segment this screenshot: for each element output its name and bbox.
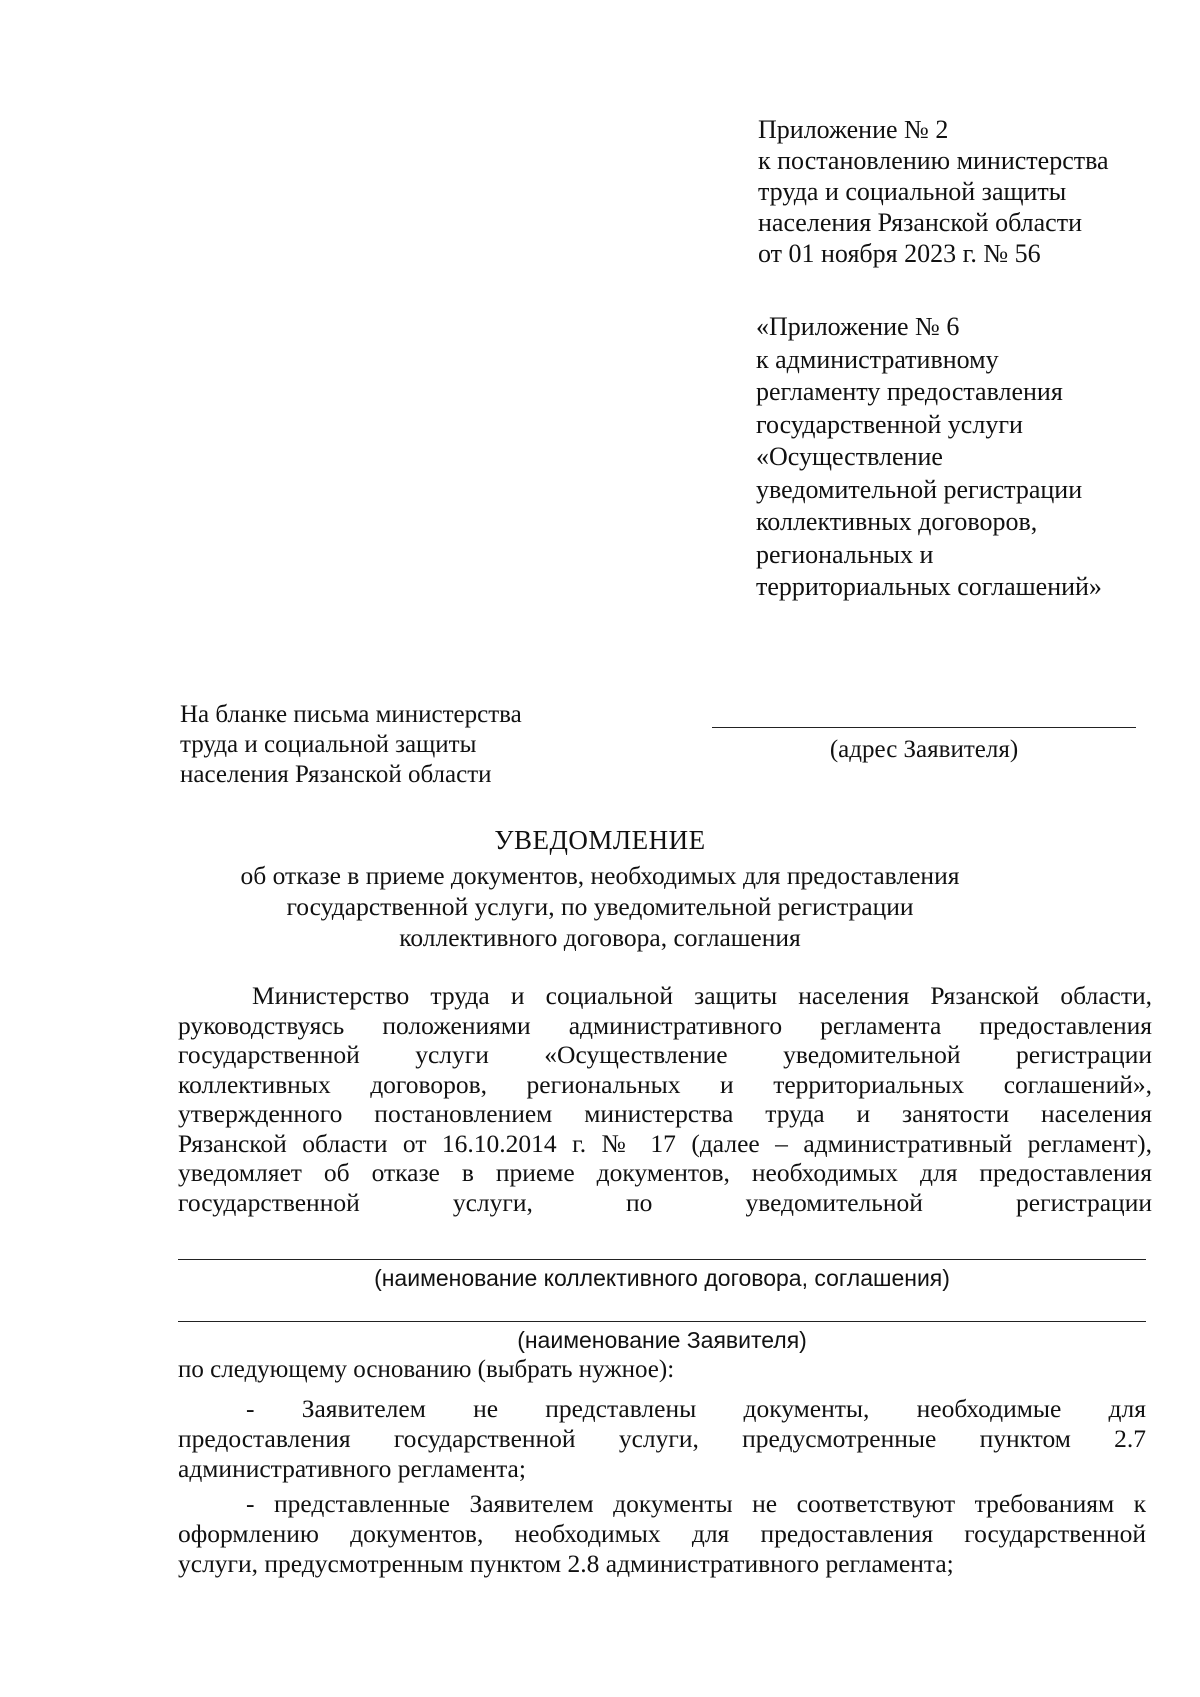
subtitle-line: государственной услуги, по уведомительной регистрации	[286, 892, 914, 921]
annex-line: от 01 ноября 2023 г. № 56	[758, 239, 1041, 268]
body-line: Рязанской области от 16.10.2014 г. № 17 (далее – административный регламент),	[178, 1128, 1152, 1158]
body-line: государственной услуги, по уведомительной регистрации	[178, 1187, 1152, 1217]
reason-line: оформлению документов, необходимых для предоставления государственной	[178, 1519, 1146, 1548]
body-line: утвержденного постановлением министерства труда и занятости населения	[178, 1099, 1152, 1128]
subtitle-line: коллективного договора, соглашения	[399, 923, 801, 952]
letterhead-line: населения Рязанской области	[180, 761, 492, 788]
agreement-name-field-line	[178, 1259, 1146, 1260]
reason-line: услуги, предусмотренным пунктом 2.8 административного регламента;	[178, 1549, 954, 1578]
reason-line: - Заявителем не представлены документы, необходимые для	[246, 1394, 1146, 1423]
reason-item-noncompliant-documents	[178, 1489, 1146, 1579]
annex-line: «Осуществление	[756, 442, 943, 471]
applicant-name-caption: (наименование Заявителя)	[517, 1327, 807, 1353]
letterhead-note	[180, 700, 600, 790]
annex-line: труда и социальной защиты	[758, 177, 1067, 206]
reasons-intro: по следующему основанию (выбрать нужное):	[178, 1356, 675, 1383]
reason-item-missing-documents	[178, 1394, 1146, 1484]
applicant-name-field-line	[178, 1321, 1146, 1322]
annex-line: населения Рязанской области	[758, 208, 1082, 237]
annex-line: к административному	[756, 344, 999, 374]
annex-line: коллективных договоров,	[756, 507, 1038, 536]
body-line: уведомляет об отказе в приеме документов, необходимых для предоставления	[178, 1158, 1152, 1187]
annex-line: региональных и	[756, 539, 934, 569]
notice-subtitle	[0, 860, 1200, 953]
annex-line: «Приложение № 6	[756, 312, 960, 341]
body-line: государственной услуги «Осуществление уведомительной регистрации	[178, 1040, 1152, 1069]
agreement-name-caption: (наименование коллективного договора, соглашения)	[374, 1265, 950, 1291]
annex-line: Приложение № 2	[758, 115, 949, 144]
applicant-address-caption: (адрес Заявителя)	[829, 736, 1019, 763]
letterhead-line: На бланке письма министерства	[180, 701, 522, 728]
annex-heading-reglament	[756, 311, 1176, 604]
letterhead-line: труда и социальной защиты	[180, 731, 477, 758]
annex-line: к постановлению министерства	[758, 146, 1109, 175]
body-line: Министерство труда и социальной защиты населения Рязанской области,	[252, 981, 1152, 1010]
body-line: коллективных договоров, региональных и территориальных соглашений»,	[178, 1069, 1152, 1099]
subtitle-line: об отказе в приеме документов, необходимых для предоставления	[240, 861, 960, 890]
notice-body	[178, 981, 1152, 1217]
annex-line: государственной услуги	[756, 409, 1023, 439]
notice-title: УВЕДОМЛЕНИЕ	[494, 825, 706, 855]
body-line: руководствуясь положениями административного регламента предоставления	[178, 1010, 1152, 1040]
applicant-address-line	[712, 727, 1136, 728]
annex-line: уведомительной регистрации	[756, 474, 1083, 504]
reason-line: административного регламента;	[178, 1454, 526, 1483]
reason-line: предоставления государственной услуги, предусмотренные пунктом 2.7	[178, 1424, 1146, 1453]
reason-line: - представленные Заявителем документы не соответствуют требованиям к	[246, 1489, 1146, 1518]
annex-line: территориальных соглашений»	[756, 572, 1102, 601]
annex-heading-resolution	[758, 114, 1178, 269]
annex-line: регламенту предоставления	[756, 377, 1063, 406]
